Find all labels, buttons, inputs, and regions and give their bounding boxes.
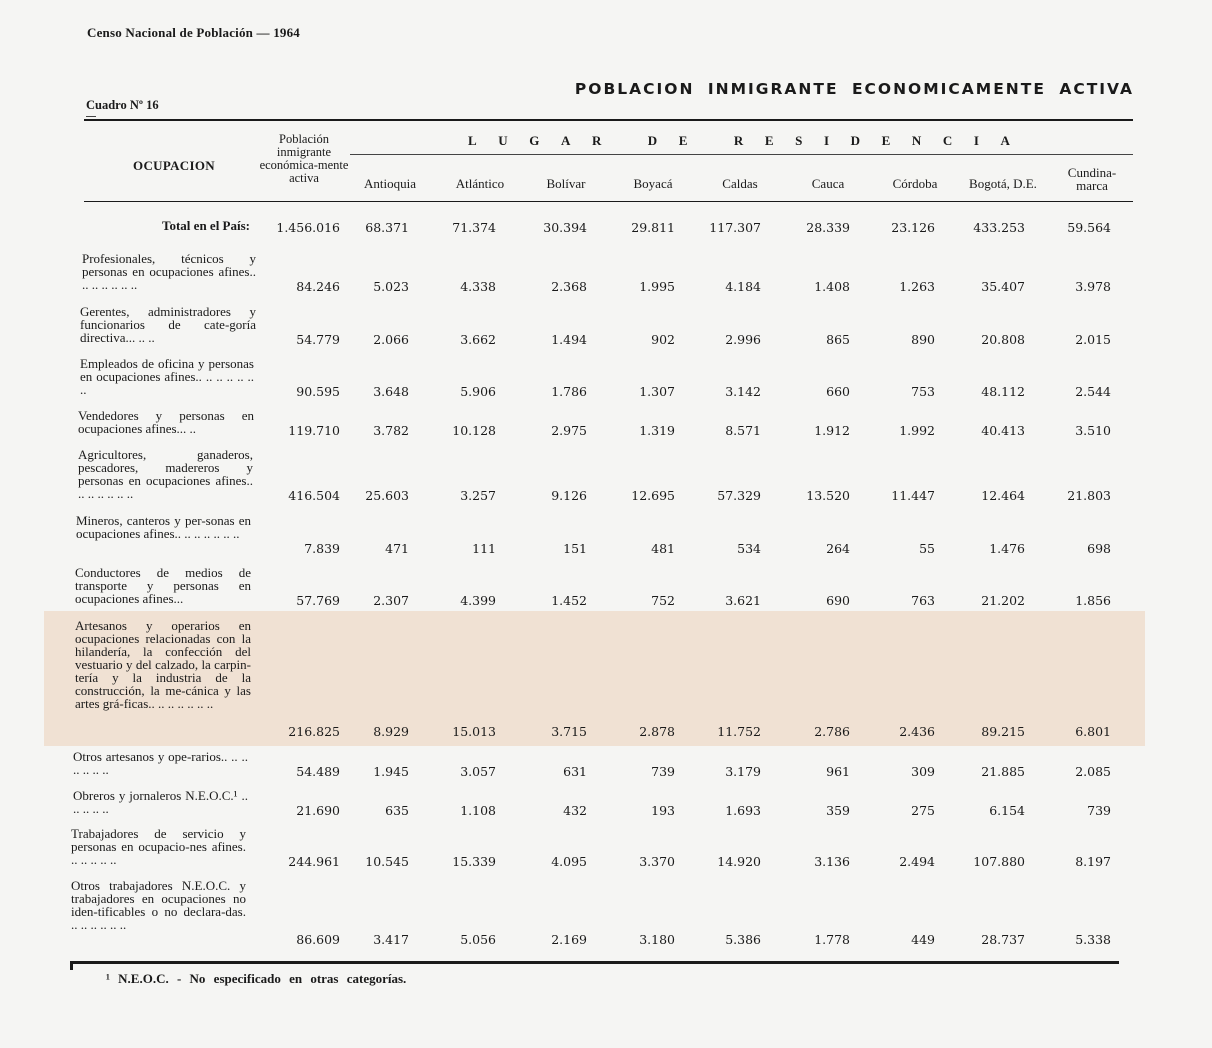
row-label: Mineros, canteros y per-sonas en ocupaciones afines.. .. .. .. .. .. .. bbox=[76, 513, 251, 541]
table-cell: 11.447 bbox=[891, 488, 935, 503]
row-label: Otros trabajadores N.E.O.C. y trabajadores en ocupaciones no iden-tificables o no declara-das. .. .. .. .. .. .. bbox=[71, 878, 246, 932]
row-label: Conductores de medios de transporte y personas en ocupaciones afines... bbox=[75, 565, 251, 606]
table-cell: 54.489 bbox=[296, 764, 340, 779]
table-cell: 1.476 bbox=[989, 541, 1025, 556]
table-cell: 111 bbox=[472, 541, 496, 556]
mark bbox=[86, 116, 96, 117]
table-cell: 752 bbox=[651, 593, 675, 608]
table-cell: 432 bbox=[563, 803, 587, 818]
table-cell: 3.621 bbox=[725, 593, 761, 608]
table-cell: 264 bbox=[826, 541, 850, 556]
table-cell: 2.544 bbox=[1075, 384, 1111, 399]
table-cell: 84.246 bbox=[296, 279, 340, 294]
table-cell: 28.737 bbox=[981, 932, 1025, 947]
table-cell: 3.417 bbox=[373, 932, 409, 947]
table-cell: 3.510 bbox=[1075, 423, 1111, 438]
table-cell: 20.808 bbox=[981, 332, 1025, 347]
table-cell: 3.782 bbox=[373, 423, 409, 438]
table-cell: 1.778 bbox=[814, 932, 850, 947]
table-cell: 3.257 bbox=[460, 488, 496, 503]
table-cell: 3.136 bbox=[814, 854, 850, 869]
table-cell: 739 bbox=[1087, 803, 1111, 818]
table-cell: 1.992 bbox=[899, 423, 935, 438]
table-cell: 21.885 bbox=[981, 764, 1025, 779]
table-cell: 4.184 bbox=[725, 279, 761, 294]
table-cell: 2.878 bbox=[639, 724, 675, 739]
table-cell: 5.386 bbox=[725, 932, 761, 947]
table-cell: 2.975 bbox=[551, 423, 587, 438]
table-cell: 5.338 bbox=[1075, 932, 1111, 947]
table-cell: 1.108 bbox=[460, 803, 496, 818]
row-label: Agricultores, ganaderos, pescadores, madereros y personas en ocupaciones afines.. .. .. .. .. .. .. bbox=[78, 447, 253, 501]
table-cell: 1.494 bbox=[551, 332, 587, 347]
table-cell: 10.545 bbox=[365, 854, 409, 869]
table-cell: 5.906 bbox=[460, 384, 496, 399]
table-cell: 11.752 bbox=[717, 724, 761, 739]
table-cell: 2.494 bbox=[899, 854, 935, 869]
table-cell: 54.779 bbox=[296, 332, 340, 347]
row-label: Profesionales, técnicos y personas en ocupaciones afines.. .. .. .. .. .. .. bbox=[82, 251, 256, 292]
table-cell: 25.603 bbox=[365, 488, 409, 503]
table-cell: 534 bbox=[737, 541, 761, 556]
column-header-population: Población inmigrante económica-mente activa bbox=[259, 132, 349, 185]
table-cell: 15.339 bbox=[452, 854, 496, 869]
table-cell: 2.307 bbox=[373, 593, 409, 608]
table-cell: 471 bbox=[385, 541, 409, 556]
table-cell: 6.801 bbox=[1075, 724, 1111, 739]
table-cell: 57.329 bbox=[717, 488, 761, 503]
header-bottom-rule bbox=[84, 201, 1133, 202]
table-cell: 865 bbox=[826, 332, 850, 347]
total-cell: 117.307 bbox=[709, 220, 761, 235]
table-cell: 12.464 bbox=[981, 488, 1025, 503]
column-header-department: Cundina- marca bbox=[1067, 165, 1117, 193]
total-cell: 433.253 bbox=[973, 220, 1025, 235]
page-title: POBLACION INMIGRANTE ECONOMICAMENTE ACTIVA bbox=[574, 80, 1134, 98]
table-cell: 481 bbox=[651, 541, 675, 556]
table-cell: 2.996 bbox=[725, 332, 761, 347]
row-label: Artesanos y operarios en ocupaciones relacionadas con la hilandería, la confección del vestuario y del calzado, la carpin-tería y la industria de la construcción, la me-cánica y las artes grá-ficas.. .. .. .. .. .. .. bbox=[75, 618, 251, 711]
table-cell: 2.085 bbox=[1075, 764, 1111, 779]
column-header-occupation: OCUPACION bbox=[133, 158, 215, 173]
table-cell: 961 bbox=[826, 764, 850, 779]
table-cell: 3.662 bbox=[460, 332, 496, 347]
table-cell: 3.370 bbox=[639, 854, 675, 869]
table-cell: 739 bbox=[651, 764, 675, 779]
table-cell: 275 bbox=[911, 803, 935, 818]
table-cell: 1.912 bbox=[814, 423, 850, 438]
table-cell: 1.945 bbox=[373, 764, 409, 779]
total-cell: 1.456.016 bbox=[276, 220, 340, 235]
table-cell: 90.595 bbox=[296, 384, 340, 399]
table-cell: 21.690 bbox=[296, 803, 340, 818]
column-header-department: Córdoba bbox=[892, 176, 938, 191]
table-cell: 3.179 bbox=[725, 764, 761, 779]
table-cell: 21.803 bbox=[1067, 488, 1111, 503]
table-cell: 107.880 bbox=[973, 854, 1025, 869]
table-cell: 3.180 bbox=[639, 932, 675, 947]
table-cell: 902 bbox=[651, 332, 675, 347]
table-cell: 5.056 bbox=[460, 932, 496, 947]
total-cell: 71.374 bbox=[452, 220, 496, 235]
footnote: ¹ N.E.O.C. - No especificado en otras categorías. bbox=[106, 971, 407, 986]
table-cell: 660 bbox=[826, 384, 850, 399]
table-cell: 119.710 bbox=[288, 423, 340, 438]
table-cell: 8.929 bbox=[373, 724, 409, 739]
table-cell: 4.095 bbox=[551, 854, 587, 869]
column-group-header-residence: LUGAR DE RESIDENCIA bbox=[468, 133, 1032, 148]
rule-tick bbox=[70, 962, 73, 970]
residence-group-rule bbox=[350, 154, 1133, 155]
table-cell: 416.504 bbox=[288, 488, 340, 503]
census-header: Censo Nacional de Población — 1964 bbox=[87, 25, 301, 40]
table-cell: 3.648 bbox=[373, 384, 409, 399]
table-cell: 21.202 bbox=[981, 593, 1025, 608]
table-cell: 193 bbox=[651, 803, 675, 818]
total-cell: 30.394 bbox=[543, 220, 587, 235]
table-cell: 3.057 bbox=[460, 764, 496, 779]
column-header-department: Antioquia bbox=[364, 176, 416, 191]
table-cell: 698 bbox=[1087, 541, 1111, 556]
table-cell: 3.715 bbox=[551, 724, 587, 739]
table-cell: 2.066 bbox=[373, 332, 409, 347]
total-row-label: Total en el País: bbox=[162, 218, 250, 233]
table-cell: 89.215 bbox=[981, 724, 1025, 739]
total-cell: 28.339 bbox=[806, 220, 850, 235]
table-cell: 1.693 bbox=[725, 803, 761, 818]
table-cell: 8.197 bbox=[1075, 854, 1111, 869]
table-cell: 244.961 bbox=[288, 854, 340, 869]
total-cell: 23.126 bbox=[891, 220, 935, 235]
table-cell: 3.142 bbox=[725, 384, 761, 399]
column-header-department: Cauca bbox=[811, 176, 845, 191]
table-cell: 216.825 bbox=[288, 724, 340, 739]
table-cell: 890 bbox=[911, 332, 935, 347]
row-label: Vendedores y personas en ocupaciones afines... .. bbox=[78, 408, 254, 436]
total-cell: 68.371 bbox=[365, 220, 409, 235]
table-cell: 1.856 bbox=[1075, 593, 1111, 608]
table-cell: 12.695 bbox=[631, 488, 675, 503]
row-label: Obreros y jornaleros N.E.O.C.¹ .. .. .. .. .. bbox=[73, 788, 248, 816]
table-cell: 8.571 bbox=[725, 423, 761, 438]
table-cell: 631 bbox=[563, 764, 587, 779]
table-cell: 35.407 bbox=[981, 279, 1025, 294]
table-cell: 4.338 bbox=[460, 279, 496, 294]
row-label: Empleados de oficina y personas en ocupaciones afines.. .. .. .. .. .. .. bbox=[80, 356, 254, 397]
column-header-department: Boyacá bbox=[633, 176, 673, 191]
table-cell: 48.112 bbox=[981, 384, 1025, 399]
table-cell: 40.413 bbox=[981, 423, 1025, 438]
column-header-department: Bogotá, D.E. bbox=[969, 176, 1037, 191]
table-cell: 5.023 bbox=[373, 279, 409, 294]
table-cell: 15.013 bbox=[452, 724, 496, 739]
column-header-department: Caldas bbox=[722, 176, 758, 191]
table-cell: 1.307 bbox=[639, 384, 675, 399]
table-cell: 359 bbox=[826, 803, 850, 818]
table-cell: 763 bbox=[911, 593, 935, 608]
table-cell: 635 bbox=[385, 803, 409, 818]
table-cell: 309 bbox=[911, 764, 935, 779]
table-cell: 1.452 bbox=[551, 593, 587, 608]
table-cell: 6.154 bbox=[989, 803, 1025, 818]
table-cell: 690 bbox=[826, 593, 850, 608]
table-cell: 753 bbox=[911, 384, 935, 399]
column-header-department: Atlántico bbox=[455, 176, 505, 191]
table-cell: 2.015 bbox=[1075, 332, 1111, 347]
table-cell: 4.399 bbox=[460, 593, 496, 608]
total-cell: 29.811 bbox=[631, 220, 675, 235]
table-cell: 10.128 bbox=[452, 423, 496, 438]
table-cell: 14.920 bbox=[717, 854, 761, 869]
row-label: Otros artesanos y ope-rarios.. .. .. .. .. .. .. bbox=[73, 749, 248, 777]
table-cell: 2.169 bbox=[551, 932, 587, 947]
table-cell: 57.769 bbox=[296, 593, 340, 608]
table-cell: 1.995 bbox=[639, 279, 675, 294]
row-label: Trabajadores de servicio y personas en ocupacio-nes afines. .. .. .. .. .. bbox=[71, 826, 246, 867]
table-cell: 2.436 bbox=[899, 724, 935, 739]
table-bottom-rule bbox=[70, 961, 1119, 964]
table-cell: 13.520 bbox=[806, 488, 850, 503]
table-cell: 3.978 bbox=[1075, 279, 1111, 294]
table-cell: 55 bbox=[919, 541, 935, 556]
table-cell: 449 bbox=[911, 932, 935, 947]
table-cell: 7.839 bbox=[304, 541, 340, 556]
table-cell: 9.126 bbox=[551, 488, 587, 503]
table-cell: 1.786 bbox=[551, 384, 587, 399]
table-cell: 2.786 bbox=[814, 724, 850, 739]
column-header-department: Bolívar bbox=[546, 176, 586, 191]
table-cell: 1.263 bbox=[899, 279, 935, 294]
table-top-rule bbox=[84, 119, 1133, 121]
table-cell: 1.408 bbox=[814, 279, 850, 294]
table-cell: 151 bbox=[563, 541, 587, 556]
table-cell: 1.319 bbox=[639, 423, 675, 438]
total-cell: 59.564 bbox=[1067, 220, 1111, 235]
row-label: Gerentes, administradores y funcionarios de cate-goría directiva... .. .. bbox=[80, 304, 256, 345]
table-cell: 2.368 bbox=[551, 279, 587, 294]
table-number: Cuadro Nº 16 bbox=[86, 98, 159, 112]
table-cell: 86.609 bbox=[296, 932, 340, 947]
